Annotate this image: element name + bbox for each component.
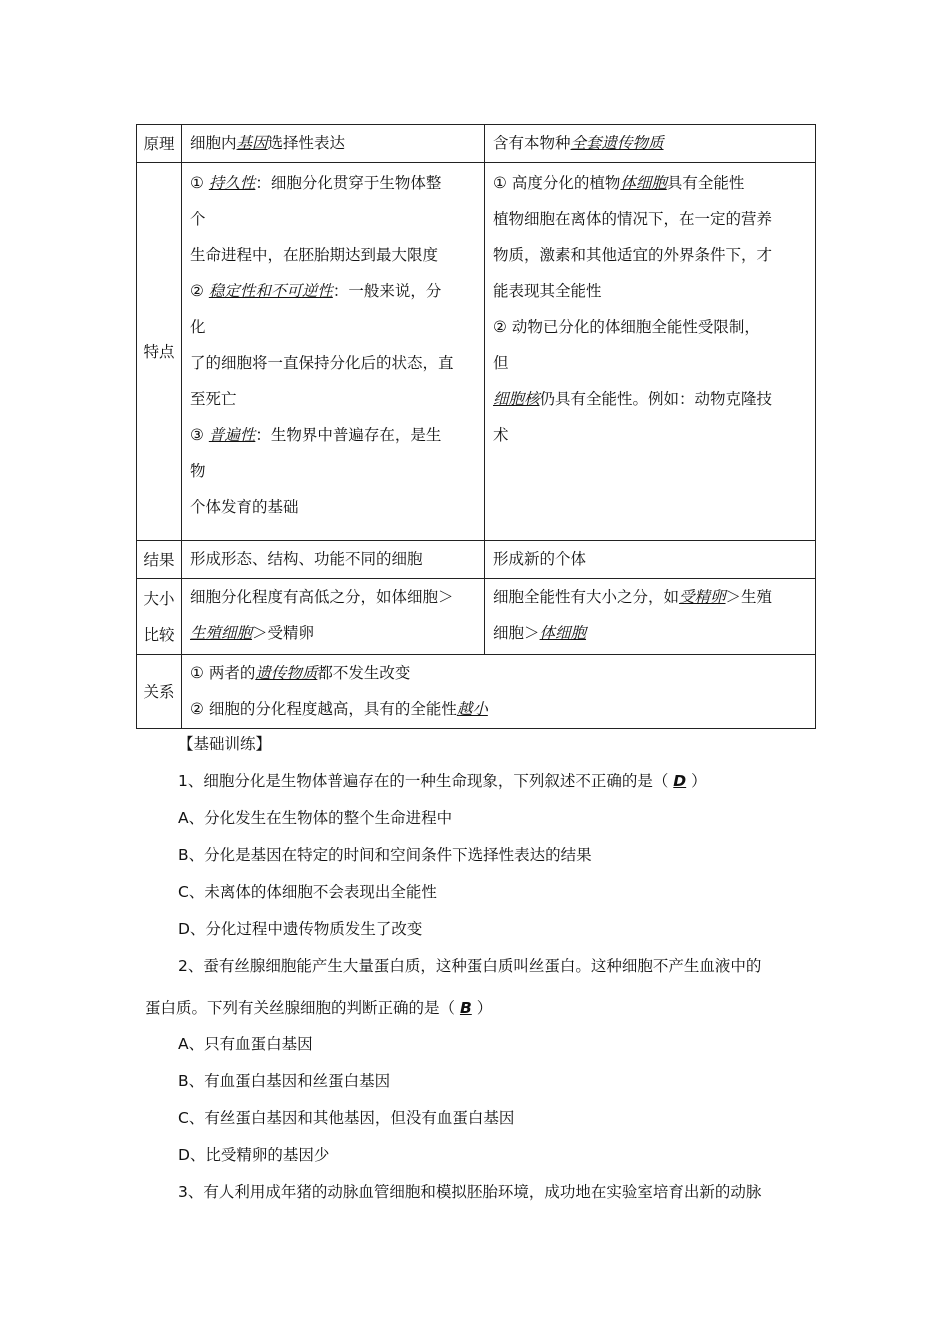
cell-principle-totipotency: 含有本物种全套遗传物质 [485,125,816,163]
row-label-comparison: 大小 比较 [137,579,182,655]
cell-features-totipotency: ① 高度分化的植物体细胞具有全能性 植物细胞在离体的情况下，在一定的营养 物质，激素和其他适宜的外界条件下，才 能表现其全能性 ② 动物已分化的体细胞全能性受限制， 但 细胞核仍具有全能性。例如：动物克隆技 术 [485,163,816,541]
answer-blank: D [673,772,687,790]
table-row [137,125,816,163]
row-label-relation: 关系 [137,655,182,729]
option-a: A、分化发生在生物体的整个生命进程中 [178,809,453,827]
question-3-stem: 3、有人利用成年猪的动脉血管细胞和模拟胚胎环境，成功地在实验室培育出新的动脉 [178,1183,762,1201]
answer-blank: B [459,999,472,1017]
table-row [137,655,816,729]
cell-result-totipotency: 形成新的个体 [485,541,816,579]
option-b: B、分化是基因在特定的时间和空间条件下选择性表达的结果 [178,846,592,864]
comparison-table [136,124,816,729]
option-b: B、有血蛋白基因和丝蛋白基因 [178,1072,391,1090]
row-label-principle: 原理 [137,125,182,163]
table-row [137,163,816,541]
cell-relation: ① 两者的遗传物质都不发生改变 ② 细胞的分化程度越高，具有的全能性越小 [182,655,816,729]
option-c: C、未离体的体细胞不会表现出全能性 [178,883,437,901]
cell-principle-differentiation: 细胞内基因选择性表达 [182,125,485,163]
option-a: A、只有血蛋白基因 [178,1035,313,1053]
cell-features-differentiation: ① 持久性：细胞分化贯穿于生物体整 个 生命进程中，在胚胎期达到最大限度 ② 稳定性和不可逆性：一般来说，分 化 了的细胞将一直保持分化后的状态，直 至死亡 ③ 普遍性：生物界中普遍存在，是生 物 个体发育的基础 [182,163,485,541]
row-label-result: 结果 [137,541,182,579]
cell-result-differentiation: 形成形态、结构、功能不同的细胞 [182,541,485,579]
question-2-stem: 2、蚕有丝腺细胞能产生大量蛋白质，这种蛋白质叫丝蛋白。这种细胞不产生血液中的 [178,957,762,975]
option-c: C、有丝蛋白基因和其他基因，但没有血蛋白基因 [178,1109,515,1127]
question-2-stem-cont: 蛋白质。下列有关丝腺细胞的判断正确的是（ B ） [145,999,493,1017]
row-label-features: 特点 [137,163,182,541]
option-d: D、比受精卵的基因少 [178,1146,330,1164]
table-row [137,541,816,579]
cell-comparison-differentiation: 细胞分化程度有高低之分，如体细胞＞ 生殖细胞＞受精卵 [182,579,485,655]
section-title: 【基础训练】 [178,735,272,753]
cell-comparison-totipotency: 细胞全能性有大小之分，如受精卵＞生殖 细胞＞体细胞 [485,579,816,655]
option-d: D、分化过程中遗传物质发生了改变 [178,920,423,938]
question-1-stem: 1、细胞分化是生物体普遍存在的一种生命现象，下列叙述不正确的是（ D ） [178,772,707,790]
table-row [137,579,816,655]
